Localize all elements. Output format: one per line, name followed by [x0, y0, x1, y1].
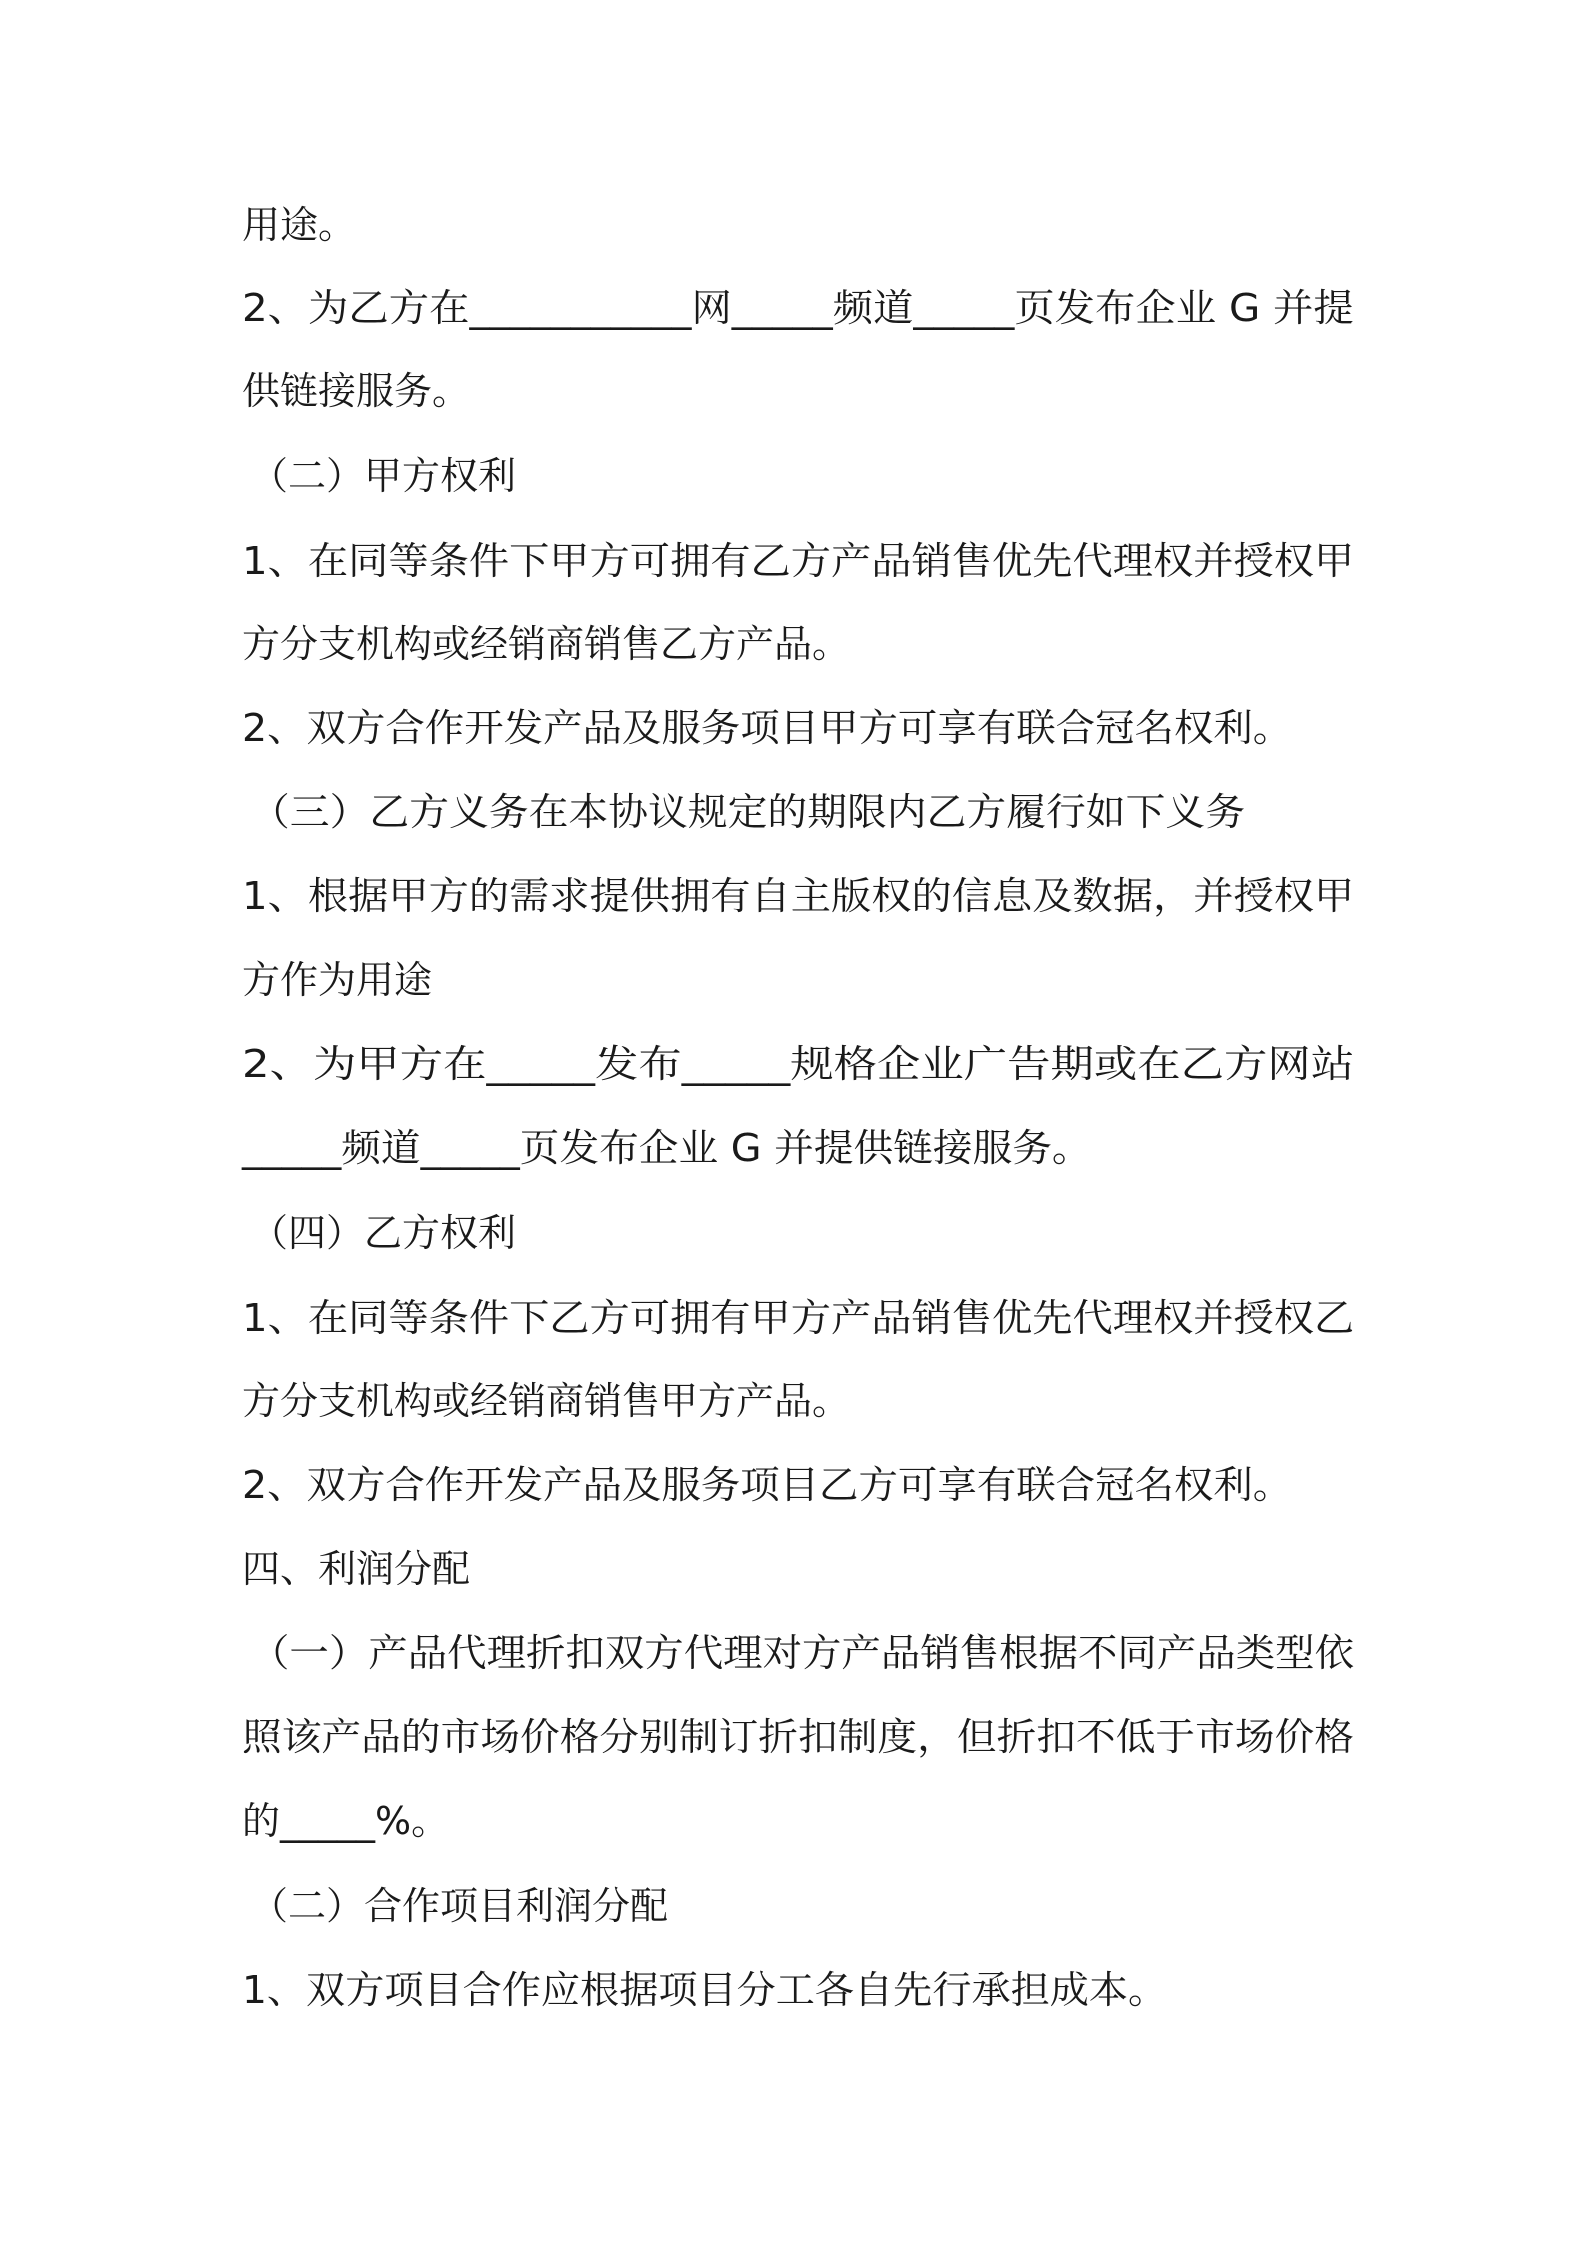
- text-line: 方作为用途: [242, 958, 433, 1002]
- chapter-heading: 四、利润分配: [242, 1547, 471, 1591]
- text-line: 2、双方合作开发产品及服务项目乙方可享有联合冠名权利。: [242, 1463, 1293, 1507]
- text-line: 方分支机构或经销商销售乙方产品。: [242, 622, 851, 666]
- text-line: 供链接服务。: [242, 369, 471, 413]
- text-line: 2、双方合作开发产品及服务项目甲方可享有联合冠名权利。: [242, 706, 1293, 750]
- text-line: 方分支机构或经销商销售甲方产品。: [242, 1379, 851, 1423]
- section-heading: （二）合作项目利润分配: [250, 1884, 669, 1928]
- text-line: 2、为乙方在___________网_____频道_____页发布企业 G 并提: [242, 286, 1354, 330]
- section-heading: （四）乙方权利: [250, 1211, 517, 1255]
- text-line: 照该产品的市场价格分别制订折扣制度，但折扣不低于市场价格: [242, 1715, 1355, 1759]
- text-line: （一）产品代理折扣双方代理对方产品销售根据不同产品类型依: [250, 1631, 1355, 1675]
- section-heading: （三）乙方义务在本协议规定的期限内乙方履行如下义务: [250, 790, 1246, 834]
- text-line: 1、根据甲方的需求提供拥有自主版权的信息及数据，并授权甲: [242, 874, 1355, 918]
- section-heading: （二）甲方权利: [250, 454, 517, 498]
- text-line: _____频道_____页发布企业 G 并提供链接服务。: [242, 1126, 1092, 1170]
- text-line: 1、双方项目合作应根据项目分工各自先行承担成本。: [242, 1968, 1168, 2012]
- text-line: 1、在同等条件下甲方可拥有乙方产品销售优先代理权并授权甲: [242, 539, 1355, 583]
- text-line: 用途。: [242, 203, 357, 247]
- text-line: 2、为甲方在_____发布_____规格企业广告期或在乙方网站: [242, 1042, 1355, 1086]
- text-line: 1、在同等条件下乙方可拥有甲方产品销售优先代理权并授权乙: [242, 1296, 1355, 1340]
- text-line: 的_____%。: [242, 1799, 450, 1843]
